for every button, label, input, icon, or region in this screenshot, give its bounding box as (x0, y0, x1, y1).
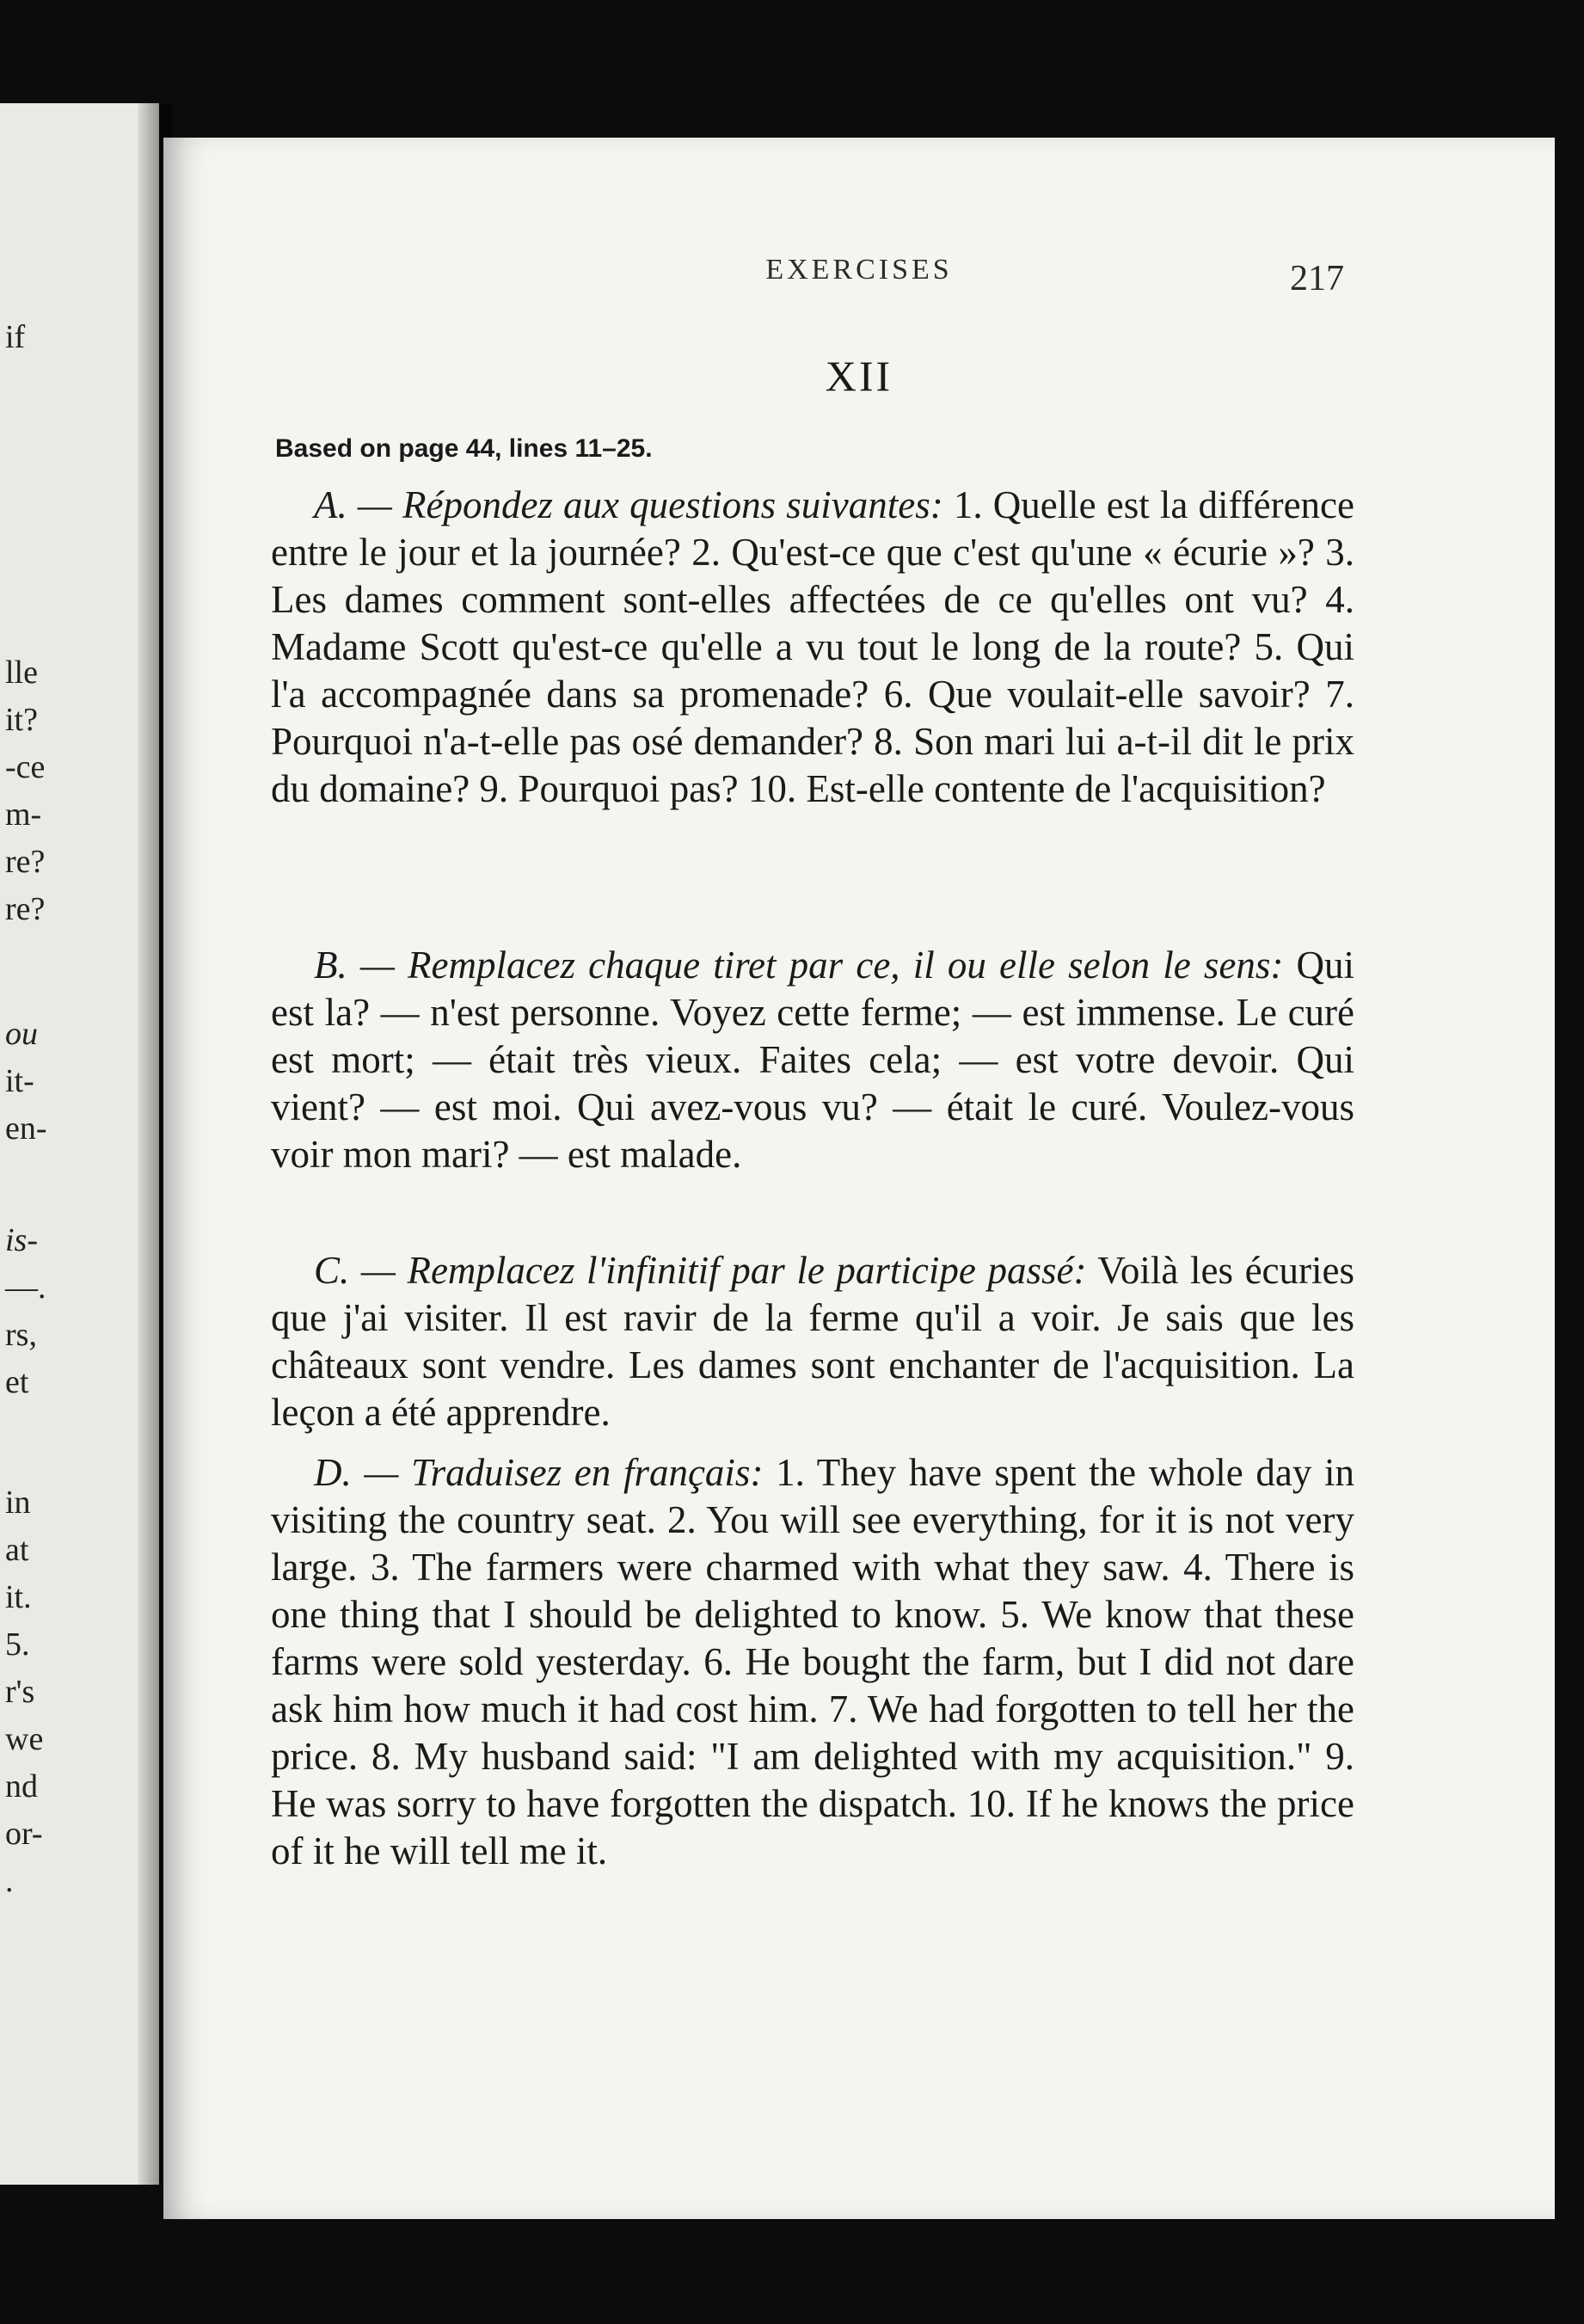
exercise-c-instruction: C. — Remplacez l'infinitif par le participe passé: (314, 1249, 1087, 1292)
exercise-a-instruction: A. — Répondez aux questions suivantes: (314, 483, 943, 526)
facing-page-fragment: at (5, 1532, 29, 1568)
facing-page-fragment: we (5, 1721, 44, 1757)
exercise-d-body: 1. They have spent the whole day in visiting the country seat. 2. You will see everything, for it is not very large. 3. The farmers were charmed with what they saw. 4. There is one thing that I should be delighted to know. 5. We know that these farms were sold yesterday. 6. He bought the farm, but I did not dare ask him how much it had cost him. 7. We had forgotten to tell her the price. 8. My husband said: "I am delighted with my acquisition." 9. He was sorry to have forgotten the dispatch. 10. If he knows the price of it he will tell me it. (271, 1451, 1354, 1872)
facing-page-edge (0, 103, 159, 2185)
facing-page-fragment: it? (5, 702, 38, 738)
facing-page-fragment: r's (5, 1674, 35, 1710)
running-head: EXERCISES (765, 254, 953, 286)
page-number: 217 (1290, 259, 1344, 298)
source-reference: Based on page 44, lines 11–25. (275, 434, 653, 463)
facing-page-fragment: lle (5, 655, 38, 691)
facing-page-fragment: it. (5, 1579, 32, 1615)
facing-page-fragment: in (5, 1485, 31, 1521)
exercise-b (271, 942, 1354, 1178)
facing-page-fragment: et (5, 1364, 29, 1400)
exercise-d (271, 1449, 1354, 1875)
facing-page-fragment: if (5, 319, 26, 355)
exercise-d-instruction: D. — Traduisez en français: (314, 1451, 764, 1494)
facing-page-fragment: . (5, 1863, 14, 1899)
facing-page-fragment: m- (5, 796, 42, 833)
exercise-b-body: Qui est la? — n'est personne. Voyez cette ferme; — est immense. Le curé est mort; — était très vieux. Faites cela; — est votre devoir. Qui vient? — est moi. Qui avez-vous vu? — était le curé. Voulez-vous voir mon mari? — est malade. (271, 944, 1354, 1176)
facing-page-fragment: it- (5, 1063, 34, 1099)
exercise-b-instruction: B. — Remplacez chaque tiret par ce, il ou elle selon le sens: (314, 944, 1284, 987)
exercise-a-body: 1. Quelle est la différence entre le jour et la journée? 2. Qu'est-ce que c'est qu'une « écurie »? 3. Les dames comment sont-elles affectées de ce qu'elles ont vu? 4. Madame Scott qu'est-ce qu'elle a vu tout le long de la route? 5. Qui l'a accompagnée dans sa promenade? 6. Que voulait-elle savoir? 7. Pourquoi n'a-t-elle pas osé demander? 8. Son mari lui a-t-il dit le prix du domaine? 9. Pourquoi pas? 10. Est-elle contente de l'acquisition? (271, 483, 1354, 810)
section-number: XII (825, 352, 893, 400)
exercise-c (271, 1247, 1354, 1436)
book-page (163, 138, 1555, 2219)
facing-page-fragment: -ce (5, 749, 46, 785)
facing-page-fragment: —. (5, 1270, 46, 1306)
facing-page-fragment: or- (5, 1816, 43, 1852)
facing-page-fragment: re? (5, 844, 46, 880)
facing-page-fragment: is- (5, 1222, 38, 1258)
facing-page-fragment: ou (5, 1016, 38, 1052)
facing-page-fragment: en- (5, 1110, 47, 1147)
facing-page-fragment: nd (5, 1768, 38, 1804)
facing-page-fragment: 5. (5, 1626, 30, 1663)
facing-page-fragment: re? (5, 891, 46, 927)
facing-page-fragment: rs, (5, 1317, 37, 1353)
exercise-c-body: Voilà les écuries que j'ai visiter. Il est ravir de la ferme qu'il a voir. Je sais que les châteaux sont vendre. Les dames sont enchanter de l'acquisition. La leçon a été apprendre. (271, 1249, 1354, 1434)
exercise-a (271, 482, 1354, 813)
